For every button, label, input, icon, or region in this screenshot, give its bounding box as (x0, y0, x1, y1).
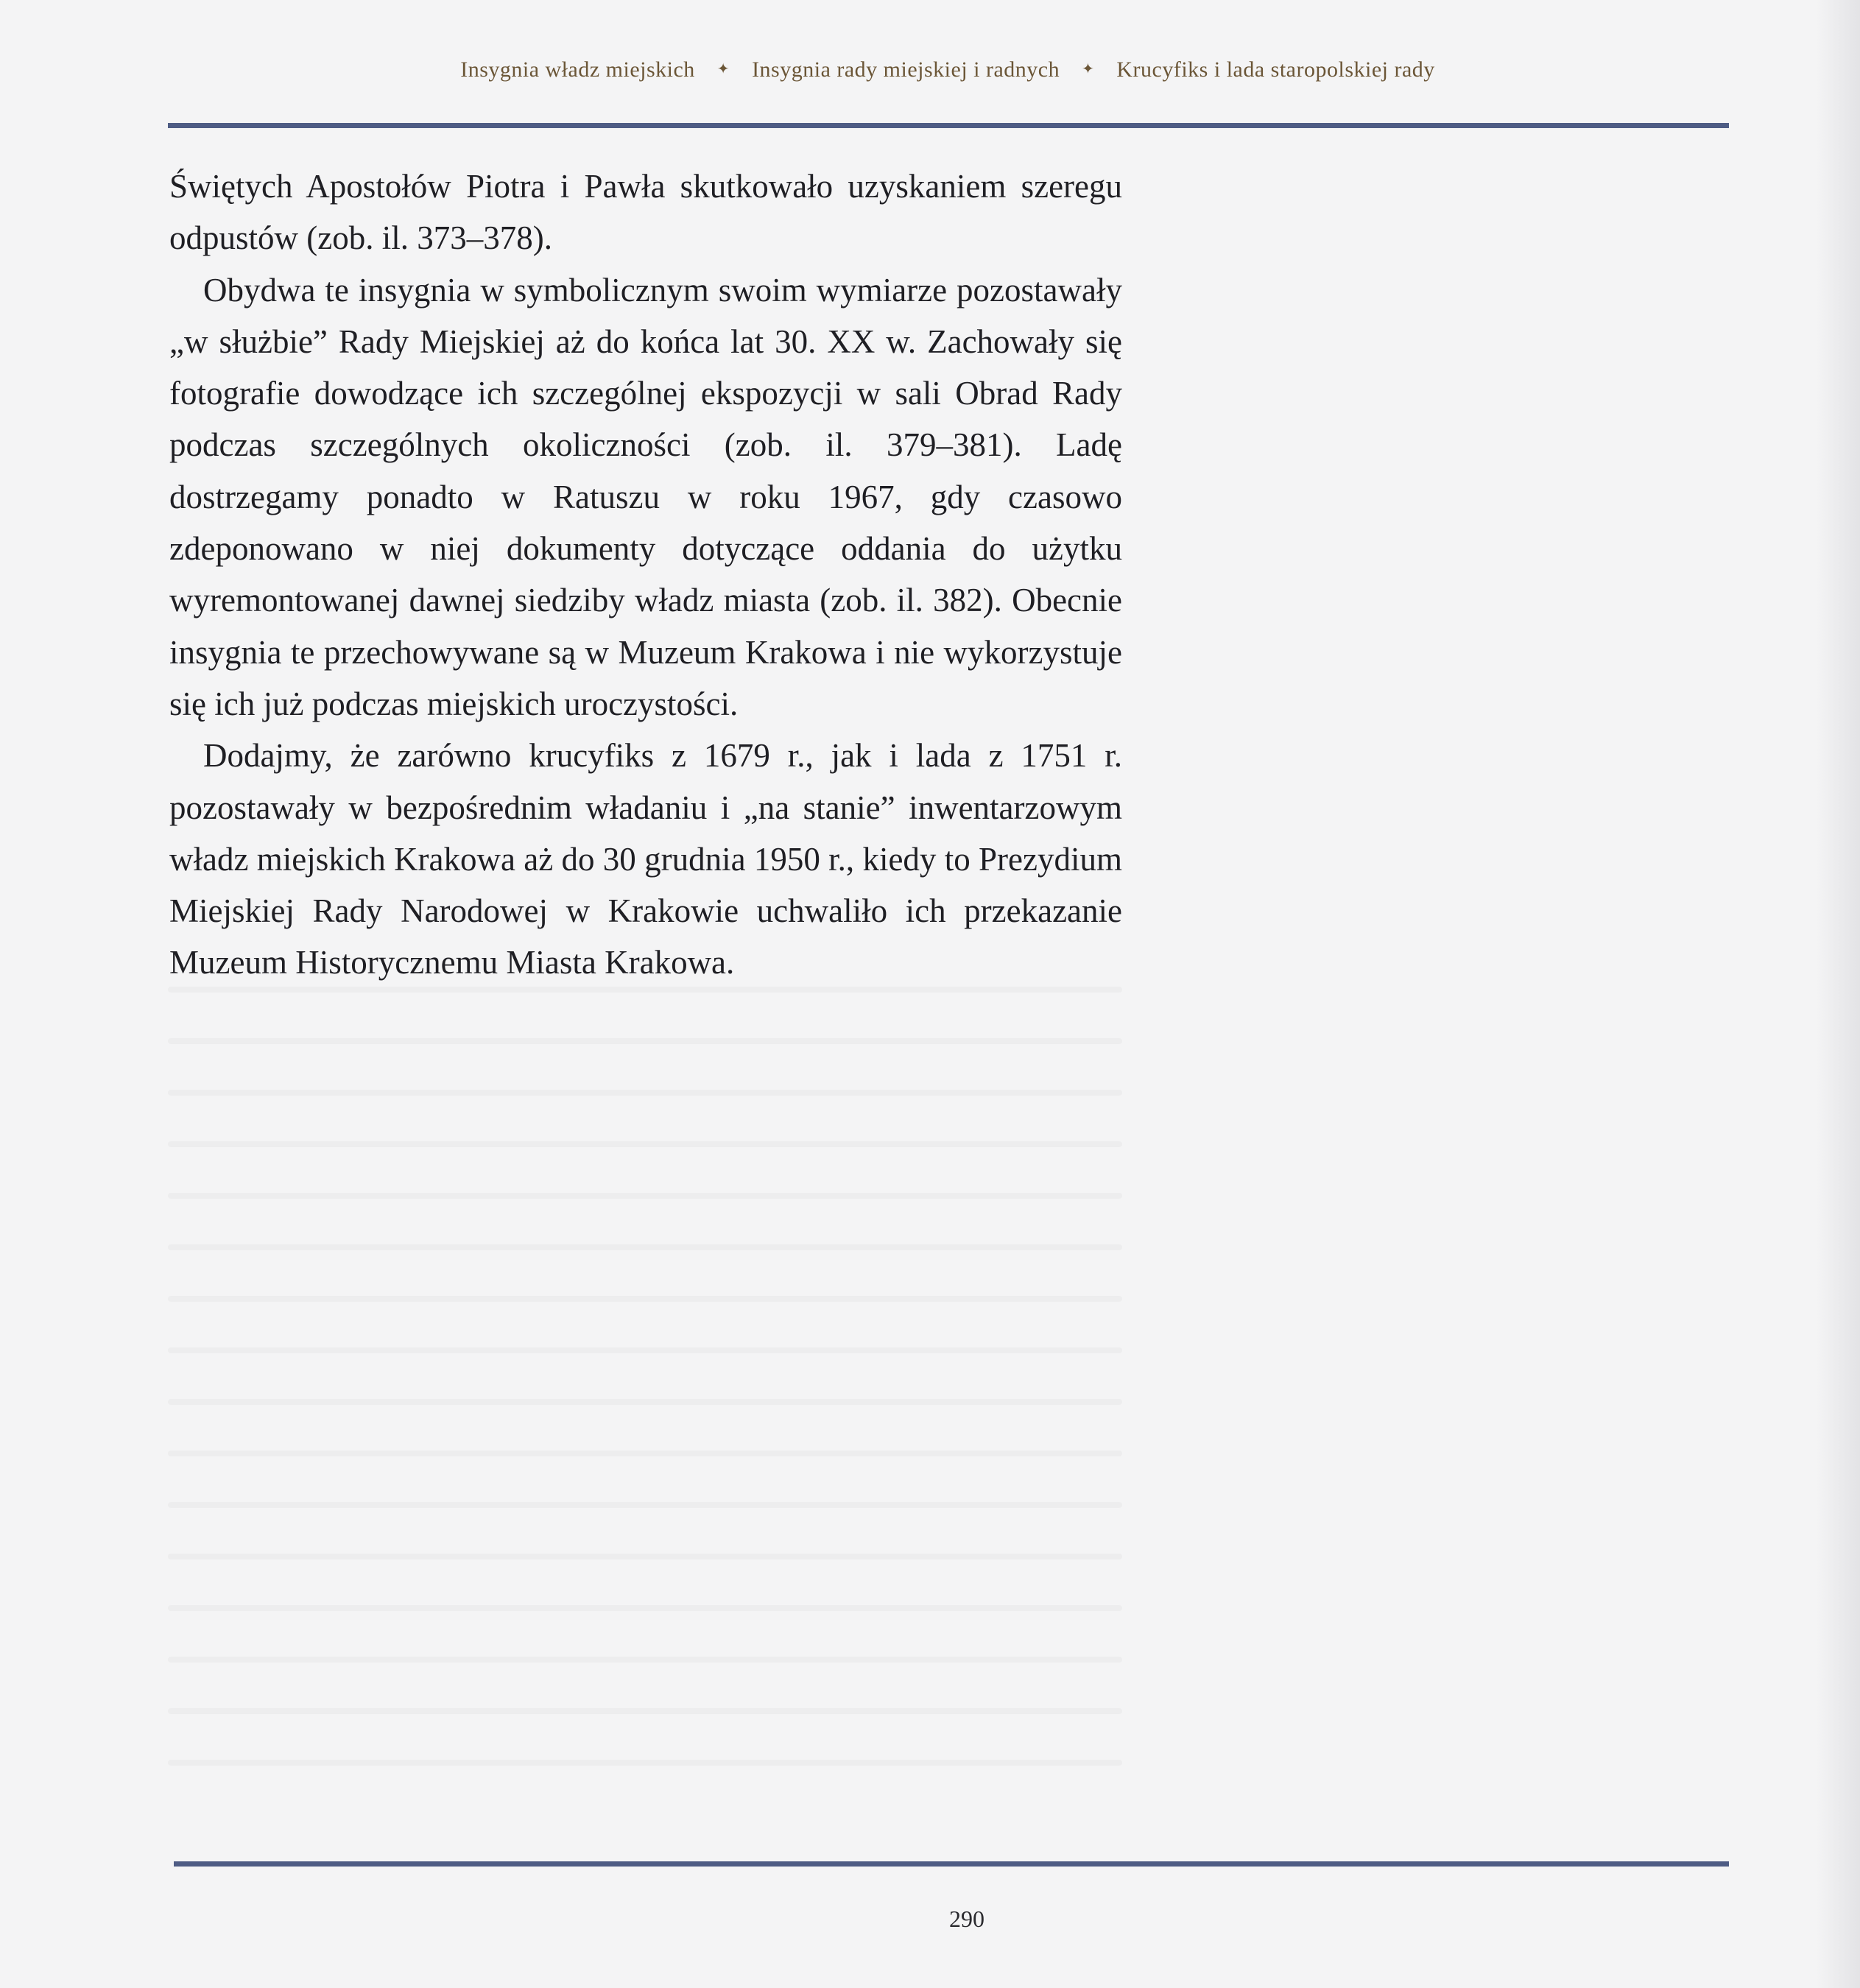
paragraph-2: Obydwa te insygnia w symbolicznym swoim wymiarze pozostawały „w służbie” Rady Miejskiej aż do końca lat 30. XX w. Zachowały się fotografie dowodzące ich szczególnej ekspozycji w sali Obrad Rady podczas szczególnych okoliczności (zob. il. 379–381). Ladę dostrzegamy ponadto w Ratuszu w roku 1967, gdy czasowo zdeponowano w niej dokumenty dotyczące oddania do użytku wyremontowanej dawnej siedziby władz miasta (zob. il. 382). Obecnie insygnia te przechowywane są w Muzeum Krakowa i nie wykorzystuje się ich już podczas miejskich uroczystości. (169, 271, 1122, 722)
paragraph-3: Dodajmy, że zarówno krucyfiks z 1679 r., jak i lada z 1751 r. pozostawały w bezpośrednim władaniu i „na stanie” inwentarzowym władz miejskich Krakowa aż do 30 grudnia 1950 r., kiedy to Prezydium Miejskiej Rady Narodowej w Krakowie uchwaliło ich przekazanie Muzeum Historycznemu Miasta Krakowa. (169, 737, 1122, 981)
header-section-3: Krucyfiks i lada staropolskiej rady (1116, 57, 1435, 82)
page-number: 290 (949, 1906, 984, 1932)
bleed-through-texture (168, 987, 1122, 1811)
header-section-1: Insygnia władz miejskich (460, 57, 695, 82)
header-separator-icon: ✦ (716, 61, 730, 77)
footer-rule (174, 1861, 1729, 1867)
header-section-2: Insygnia rady miejskiej i radnych (752, 57, 1060, 82)
page-edge-shadow (1816, 0, 1860, 1988)
body-text (169, 161, 1122, 989)
running-header (168, 57, 1727, 82)
header-separator-icon: ✦ (1082, 61, 1095, 77)
paragraph-1: Świętych Apostołów Piotra i Pawła skutkowało uzyskaniem szeregu odpustów (zob. il. 373–378). (169, 168, 1122, 257)
header-rule (168, 123, 1729, 128)
